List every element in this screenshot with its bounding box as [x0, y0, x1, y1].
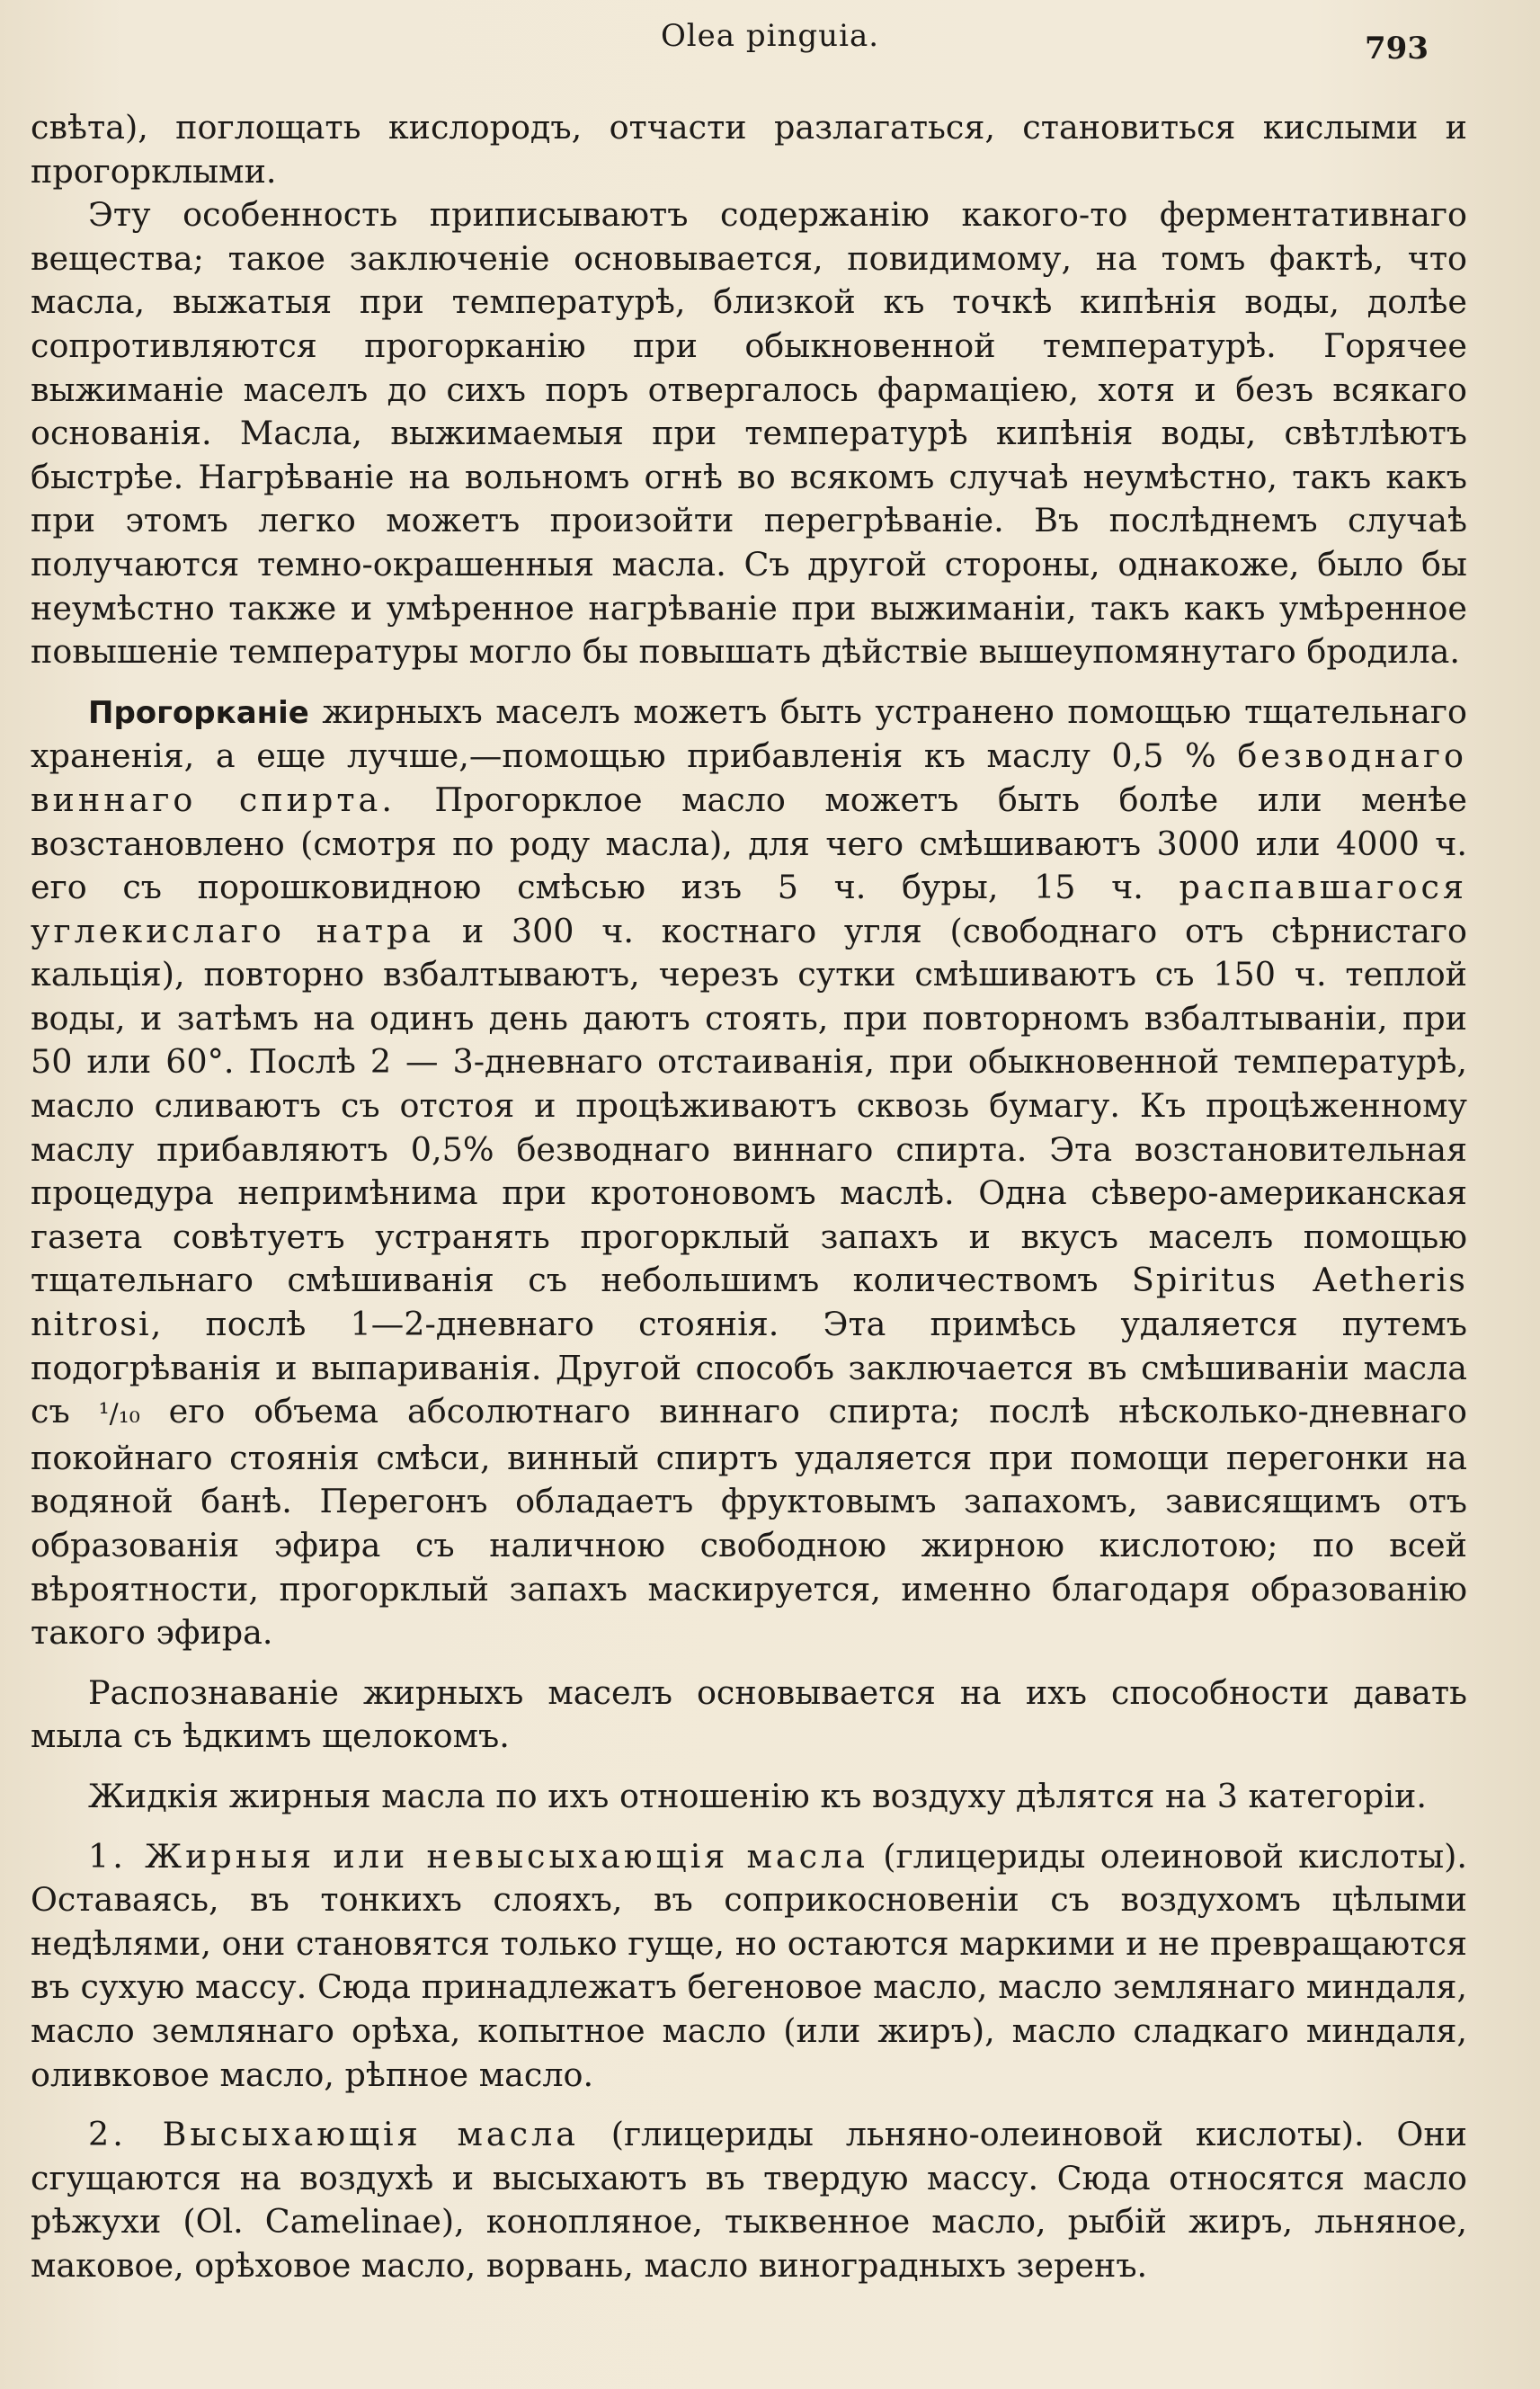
- paragraph-3-text-d: и 300 ч. костнаго угля (свободнаго отъ сѣрнистаго кальція), повторно взбалтываютъ, черезъ сутки смѣшиваютъ съ 150 ч. теплой воды, и затѣмъ на одинъ день даютъ стоять, при повторномъ взбалтываніи, при 50 или 60°. Послѣ 2 — 3-дневнаго отстаиванія, при обыкновенной температурѣ, масло сливаютъ съ отстоя и процѣживаютъ сквозь бумагу. Къ процѣженному маслу прибавляютъ 0,5: [31, 911, 1468, 1169]
- page-number: 793: [1365, 31, 1429, 67]
- paragraph-3-text-b: [1216, 736, 1238, 775]
- paragraph-3-text-g: его объема абсолютнаго виннаго спирта; послѣ нѣсколько-дневнаго покойнаго стоянія смѣси, винный спиртъ удаляется при помощи перегонки на водяной банѣ. Перегонъ обладаетъ фруктовымъ запахомъ, зависящимъ отъ образованія эфира съ наличною свободною жирною кислотою; по всей вѣроятности, прогорклый запахъ маскируется, именно благодаря образованію такого эфира.: [31, 1392, 1467, 1653]
- spaced-term-soda: распавшагося углекислаго натра: [31, 868, 1467, 950]
- spaced-term-alcohol: безводнаго виннаго спирта.: [31, 736, 1467, 819]
- category-2-heading: 2. Высыхающія масла: [88, 2115, 580, 2154]
- percent-sign-1: %: [1185, 736, 1216, 776]
- running-title: Olea pinguia.: [660, 18, 880, 54]
- category-1-heading: 1. Жирныя или невысыхающія масла: [88, 1836, 869, 1876]
- paragraph-1: свѣта), поглощать кислородъ, отчасти разлагаться, становиться кислыми и прогорклыми.: [31, 108, 1467, 191]
- running-header: [0, 18, 1540, 72]
- paragraph-3-lead-term: Прогорканіе: [88, 694, 309, 731]
- paragraph-3-text-c: Прогорклое масло можетъ быть болѣе или менѣе возстановлено (смотря по роду масла), для чего смѣшиваютъ 3000 или 4000 ч. его съ порошковидною смѣсью изъ 5 ч. буры, 15 ч.: [31, 780, 1467, 907]
- paragraph-3-text-f: , послѣ 1—2-дневнаго стоянія. Эта примѣсь удаляется путемъ подогрѣванія и выпариванія. Другой способъ заключается въ смѣшиваніи масла съ: [31, 1305, 1467, 1431]
- paragraph-3-text-a: жирныхъ маселъ можетъ быть устранено помощью тщательнаго храненія, а еще лучше,—помощью прибавленія къ маслу 0,5: [31, 691, 1467, 776]
- paragraph-7: [31, 2113, 1467, 2287]
- paragraph-4: Распознаваніе жирныхъ маселъ основывается на ихъ способности давать мыла съ ѣдкимъ щелокомъ.: [31, 1672, 1467, 1756]
- paragraph-3-text-e: безводнаго виннаго спирта. Эта возстановительная процедура непримѣнима при кротоновомъ маслѣ. Одна сѣверо-американская газета совѣтуетъ устранять прогорклый запахъ и вкусъ маселъ помощью тщательнаго смѣшиванія съ небольшимъ количествомъ: [31, 1129, 1468, 1300]
- body-text: [31, 106, 1467, 2288]
- fraction-one-tenth: ¹/₁₀: [98, 1398, 140, 1431]
- latin-term: Spiritus Aetheris nitrosi: [31, 1261, 1467, 1344]
- paragraph-3: [31, 691, 1467, 1655]
- paragraph-6: [31, 1835, 1467, 2098]
- category-1-text: (глицериды олеиновой кислоты). Оставаясь, въ тонкихъ слояхъ, въ соприкосновеніи съ воздухомъ цѣлыми недѣлями, они становятся только гуще, но остаются маркими и не превращаются въ сухую массу. Сюда принадлежатъ бегеновое масло, масло землянаго миндаля, масло землянаго орѣха, копытное масло (или жиръ), масло сладкаго миндаля, оливковое масло, рѣпное масло.: [31, 1836, 1468, 2094]
- category-2-text: (глицериды льняно-олеиновой кислоты). Они сгущаются на воздухѣ и высыхаютъ въ твердую массу. Сюда относятся масло рѣжухи (Ol. Camelinae), конопляное, тыквенное масло, рыбій жиръ, льняное, маковое, орѣховое масло, ворвань, масло виноградныхъ зеренъ.: [31, 2115, 1467, 2285]
- paragraph-5: Жидкія жирныя масла по ихъ отношенію къ воздуху дѣлятся на 3 категоріи.: [88, 1776, 1427, 1815]
- percent-sign-2: %: [462, 1129, 494, 1169]
- paragraph-2: Эту особенность приписываютъ содержанію какого-то ферментативнаго вещества; такое заключеніе основывается, повидимому, на томъ фактѣ, что масла, выжатыя при температурѣ, близкой къ точкѣ кипѣнія воды, долѣе сопротивляются прогорканію при обыкновенной температурѣ. Горячее выжиманіе маселъ до сихъ поръ отвергалось фармаціею, хотя и безъ всякаго основанія. Масла, выжимаемыя при температурѣ кипѣнія воды, свѣтлѣютъ быстрѣе. Нагрѣваніе на вольномъ огнѣ во всякомъ случаѣ неумѣстно, такъ какъ при этомъ легко можетъ произойти перегрѣваніе. Въ послѣднемъ случаѣ получаются темно-окрашенныя масла. Съ другой стороны, однакоже, было бы неумѣстно также и умѣренное нагрѣваніе при выжиманіи, такъ какъ умѣренное повышеніе температуры могло бы повышать дѣйствіе вышеупомянутаго бродила.: [31, 195, 1467, 672]
